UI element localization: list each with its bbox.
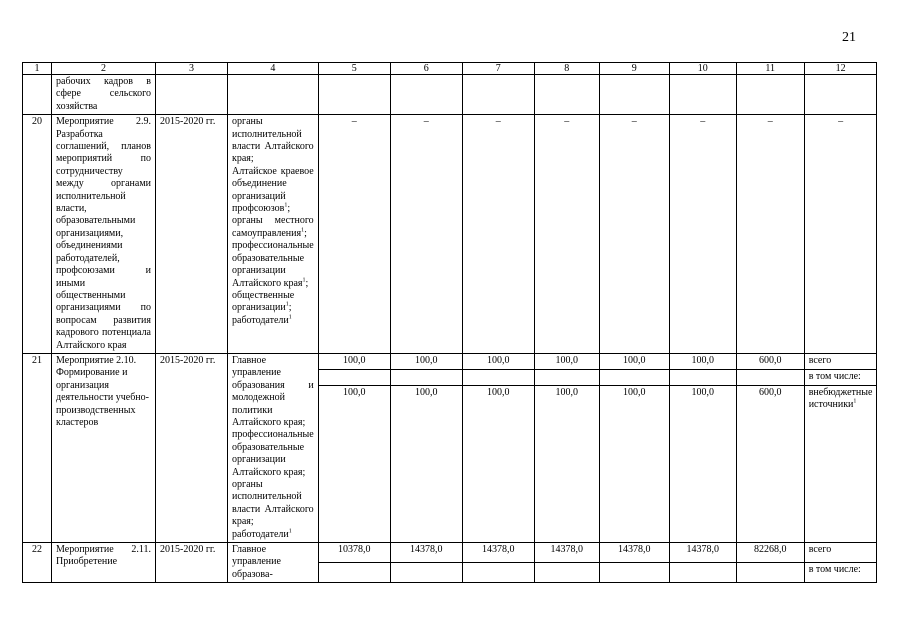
- col-header: 12: [804, 63, 877, 75]
- funding-label: внебюджетные источники$^1$: [804, 385, 877, 542]
- executors: Главное управление образова-: [228, 543, 319, 583]
- col-header: 7: [462, 63, 534, 75]
- value-dash: –: [534, 115, 599, 354]
- executors: органы исполнительной власти Алтайского края; Алтайское краевое объединение организаций профсоюзов$^1$; органы местного самоуправления$^1$; профессиональные образовательные организации Алтайского края$^1$; общественные организации$^1$; работодатели$^1$: [228, 115, 319, 354]
- value-dash: –: [804, 115, 877, 354]
- table-row-22-total: [23, 543, 877, 563]
- program-table-wrap: [22, 62, 877, 583]
- col-header: 10: [669, 63, 736, 75]
- value-2019: 100,0: [599, 385, 669, 542]
- value-2020: 100,0: [669, 353, 736, 369]
- value-total: 600,0: [736, 353, 804, 369]
- value-dash: –: [736, 115, 804, 354]
- activity-name: Мероприятие 2.9. Разработка соглашений, планов мероприятий по сотрудничеству между органами исполнительной власти, образовательными организациями, объединениями работодателей, профсоюзами и иными общественными организациями по вопросам развития кадрового потенциала Алтайского края: [52, 115, 156, 354]
- col-header: 3: [156, 63, 228, 75]
- executors: Главное управление образования и молодежной политики Алтайского края; профессиональные образовательные организации Алтайского края; органы исполнительной власти Алтайского края; работодатели$^1$: [228, 353, 319, 542]
- value-2018: 100,0: [534, 353, 599, 369]
- value-2016: 14378,0: [390, 543, 462, 563]
- period: 2015-2020 гг.: [156, 353, 228, 542]
- value-2018: 14378,0: [534, 543, 599, 563]
- value-total: 82268,0: [736, 543, 804, 563]
- col-header: 11: [736, 63, 804, 75]
- value-2017: 100,0: [462, 353, 534, 369]
- funding-label: всего: [804, 353, 877, 369]
- value-2015: 100,0: [318, 385, 390, 542]
- value-2015: 100,0: [318, 353, 390, 369]
- col-header: 1: [23, 63, 52, 75]
- value-2015: 10378,0: [318, 543, 390, 563]
- funding-label: в том числе:: [804, 369, 877, 385]
- activity-name: Мероприятие 2.10. Формирование и организация деятельности учебно-производственных кластеров: [52, 353, 156, 542]
- value-2019: 14378,0: [599, 543, 669, 563]
- row-number: 20: [23, 115, 52, 354]
- row-number: 22: [23, 543, 52, 583]
- funding-label: в том числе:: [804, 563, 877, 583]
- row-number: 21: [23, 353, 52, 542]
- table-row-21-total: [23, 353, 877, 369]
- col-header: 8: [534, 63, 599, 75]
- value-total: 600,0: [736, 385, 804, 542]
- value-2020: 100,0: [669, 385, 736, 542]
- page-number: 21: [842, 30, 856, 45]
- col-header: 5: [318, 63, 390, 75]
- value-2017: 14378,0: [462, 543, 534, 563]
- table-row-continued: [23, 75, 877, 115]
- period: 2015-2020 гг.: [156, 543, 228, 583]
- column-number-row: [23, 63, 877, 75]
- col-header: 9: [599, 63, 669, 75]
- value-2017: 100,0: [462, 385, 534, 542]
- value-dash: –: [390, 115, 462, 354]
- funding-label: всего: [804, 543, 877, 563]
- value-2020: 14378,0: [669, 543, 736, 563]
- col-header: 6: [390, 63, 462, 75]
- period: 2015-2020 гг.: [156, 115, 228, 354]
- program-activities-table: [22, 62, 877, 583]
- value-dash: –: [669, 115, 736, 354]
- value-2019: 100,0: [599, 353, 669, 369]
- value-2016: 100,0: [390, 385, 462, 542]
- value-dash: –: [462, 115, 534, 354]
- value-2018: 100,0: [534, 385, 599, 542]
- activity-name: Мероприятие 2.11. Приобретение: [52, 543, 156, 583]
- col-header: 4: [228, 63, 319, 75]
- table-row-20: [23, 115, 877, 354]
- value-2016: 100,0: [390, 353, 462, 369]
- activity-name: рабочих кадров в сфере сельского хозяйства: [52, 75, 156, 115]
- col-header: 2: [52, 63, 156, 75]
- value-dash: –: [318, 115, 390, 354]
- value-dash: –: [599, 115, 669, 354]
